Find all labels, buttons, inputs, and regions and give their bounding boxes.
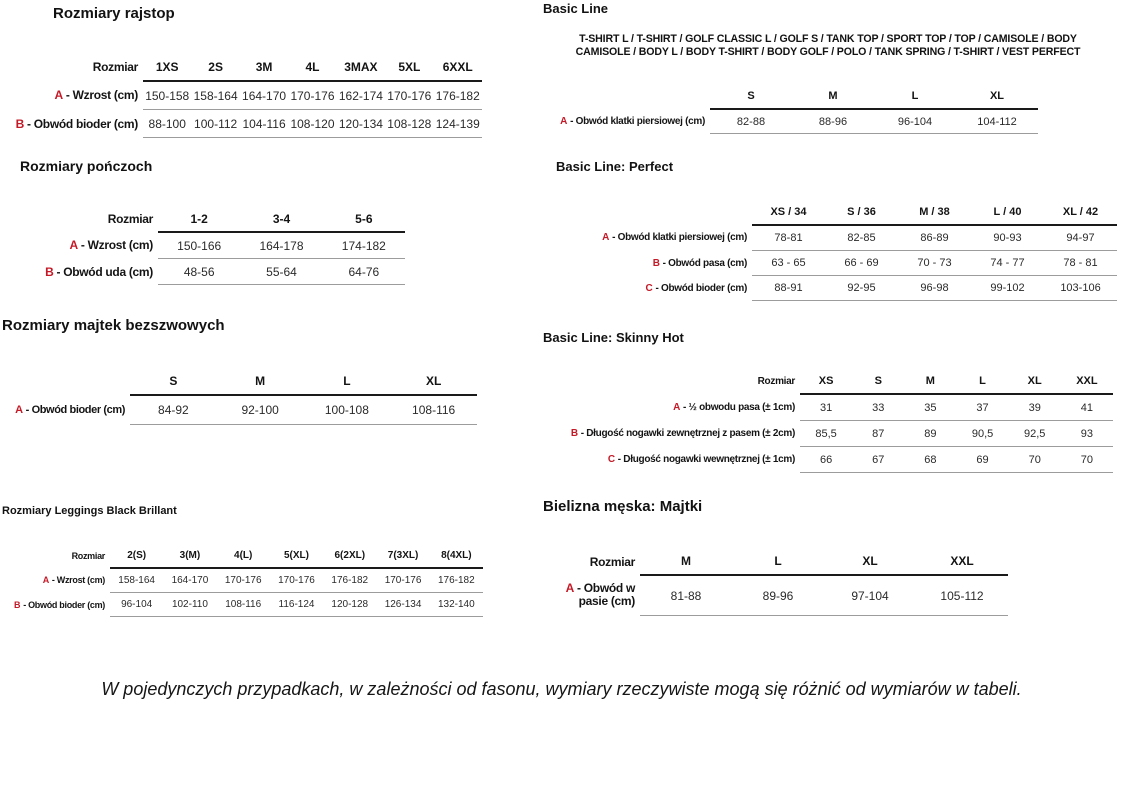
size-column-header: L (956, 369, 1008, 394)
size-column-header: L / 40 (971, 200, 1044, 225)
measure-letter: C (645, 282, 653, 294)
measure-label: - Obwód klatki piersiowej (cm) (612, 232, 747, 244)
row-label (30, 232, 158, 259)
header-row (554, 548, 1008, 575)
size-value: 88-96 (792, 109, 874, 134)
size-value: 164-170 (163, 568, 216, 593)
size-value: 37 (956, 394, 1008, 421)
measure-label: - Obwód pasa (cm) (662, 257, 747, 269)
row-label (577, 276, 752, 301)
measure-label: - Długość nogawki wewnętrznej (± 1cm) (617, 454, 795, 465)
size-column-header: 3(M) (163, 544, 216, 568)
row-label (6, 593, 110, 617)
size-column-header: 1-2 (158, 206, 240, 232)
size-column-header: 7(3XL) (376, 544, 429, 568)
section-title-leggings: Rozmiary Leggings Black Brillant (2, 505, 177, 517)
size-column-header: 8(4XL) (430, 544, 483, 568)
size-value: 176-182 (430, 568, 483, 593)
size-value: 68 (904, 447, 956, 473)
skinny-hot-size-table (545, 369, 1113, 473)
size-value: 94-97 (1044, 225, 1117, 251)
header-row (6, 544, 483, 568)
size-column-header: S (130, 368, 217, 395)
size-value: 103-106 (1044, 276, 1117, 301)
size-value: 108-120 (288, 110, 336, 138)
section-title-majtki-bezszwowe: Rozmiary majtek bezszwowych (2, 317, 225, 334)
table-row (577, 276, 1117, 301)
row-label (577, 251, 752, 276)
table-row (554, 575, 1008, 616)
size-value: 48-56 (158, 259, 240, 285)
size-value: 35 (904, 394, 956, 421)
majtki-bezszwowe-size-table (5, 368, 477, 425)
size-value: 170-176 (376, 568, 429, 593)
size-value: 104-112 (956, 109, 1038, 134)
size-value: 55-64 (240, 259, 322, 285)
basic-line-products-line1: T-SHIRT L / T-SHIRT / GOLF CLASSIC L / GOLF S / TANK TOP / SPORT TOP / TOP / CAMISOLE / BODY (579, 33, 1077, 45)
measure-letter: B (45, 264, 54, 279)
size-column-header: 6XXL (434, 53, 482, 81)
table-row (545, 394, 1113, 421)
size-label-header: Rozmiar (589, 554, 635, 569)
size-value: 124-139 (434, 110, 482, 138)
measure-label: - Wzrost (cm) (51, 575, 105, 586)
size-value: 70 (1009, 447, 1061, 473)
size-column-header: M (904, 369, 956, 394)
measure-label: - Obwód klatki piersiowej (cm) (570, 115, 705, 127)
size-value: 92,5 (1009, 421, 1061, 447)
size-value: 108-116 (390, 395, 477, 425)
size-value: 158-164 (191, 81, 239, 110)
size-column-header: L (732, 548, 824, 575)
measure-letter: A (42, 575, 49, 586)
size-value: 92-100 (217, 395, 304, 425)
table-row (6, 593, 483, 617)
size-label-header (5, 368, 130, 395)
size-label-header (540, 84, 710, 109)
row-label (540, 109, 710, 134)
measure-label: - Obwód bioder (cm) (655, 282, 747, 294)
row-label (545, 394, 800, 421)
size-value: 96-104 (110, 593, 163, 617)
size-value: 105-112 (916, 575, 1008, 616)
measure-label: - Wzrost (cm) (80, 238, 153, 253)
size-value: 132-140 (430, 593, 483, 617)
header-row (577, 200, 1117, 225)
header-row (3, 53, 482, 81)
size-value: 170-176 (270, 568, 323, 593)
measure-letter: A (602, 232, 610, 244)
size-column-header: S / 36 (825, 200, 898, 225)
size-column-header: 3-4 (240, 206, 322, 232)
ponczochy-size-table (30, 206, 405, 285)
table-row (30, 259, 405, 285)
size-column-header: XL (956, 84, 1038, 109)
size-value: 88-100 (143, 110, 191, 138)
size-value: 85,5 (800, 421, 852, 447)
section-title-perfect: Basic Line: Perfect (556, 159, 674, 174)
size-column-header: L (874, 84, 956, 109)
size-value: 67 (852, 447, 904, 473)
size-value: 78 - 81 (1044, 251, 1117, 276)
size-value: 120-134 (337, 110, 385, 138)
row-label (545, 447, 800, 473)
size-column-header: 2S (191, 53, 239, 81)
size-value: 104-116 (240, 110, 288, 138)
size-value: 162-174 (337, 81, 385, 110)
size-value: 120-128 (323, 593, 376, 617)
size-value: 70 - 73 (898, 251, 971, 276)
size-value: 64-76 (323, 259, 405, 285)
size-column-header: M (640, 548, 732, 575)
size-column-header: XL (1009, 369, 1061, 394)
size-column-header: XS / 34 (752, 200, 825, 225)
size-column-header: XL (390, 368, 477, 395)
size-value: 90,5 (956, 421, 1008, 447)
measure-label: - Obwód uda (cm) (56, 264, 153, 279)
size-value: 126-134 (376, 593, 429, 617)
size-value: 82-88 (710, 109, 792, 134)
size-value: 97-104 (824, 575, 916, 616)
leggings-size-table (6, 544, 483, 617)
size-value: 150-158 (143, 81, 191, 110)
measure-letter: A (560, 115, 568, 127)
size-value: 99-102 (971, 276, 1044, 301)
size-value: 96-98 (898, 276, 971, 301)
footer-note: W pojedynczych przypadkach, w zależności od fasonu, wymiary rzeczywiste mogą się różnić od wymiarów w tabeli. (101, 679, 1022, 699)
row-label (577, 225, 752, 251)
table-row (6, 568, 483, 593)
table-row (577, 225, 1117, 251)
size-value: 39 (1009, 394, 1061, 421)
measure-label: - Obwód w pasie (cm) (577, 581, 635, 609)
table-row (577, 251, 1117, 276)
size-column-header: 5(XL) (270, 544, 323, 568)
size-column-header: M (217, 368, 304, 395)
size-value: 170-176 (288, 81, 336, 110)
section-title-skinny-hot: Basic Line: Skinny Hot (543, 330, 684, 345)
size-column-header: M (792, 84, 874, 109)
size-label-header (577, 200, 752, 225)
table-row (545, 421, 1113, 447)
row-label (554, 575, 640, 616)
size-value: 78-81 (752, 225, 825, 251)
table-row (545, 447, 1113, 473)
section-title-basic-line: Basic Line (543, 1, 609, 16)
measure-letter: C (607, 454, 615, 465)
size-column-header: 3M (240, 53, 288, 81)
size-value: 164-178 (240, 232, 322, 259)
size-value: 170-176 (217, 568, 270, 593)
size-value: 100-112 (191, 110, 239, 138)
size-column-header: M / 38 (898, 200, 971, 225)
measure-label: - ½ obwodu pasa (± 1cm) (683, 401, 795, 413)
header-row (5, 368, 477, 395)
size-value: 66 (800, 447, 852, 473)
size-column-header: L (304, 368, 391, 395)
size-value: 93 (1061, 421, 1113, 447)
section-title-bielizna-meska: Bielizna męska: Majtki (543, 498, 703, 515)
header-row (30, 206, 405, 232)
size-value: 176-182 (323, 568, 376, 593)
size-column-header: 4(L) (217, 544, 270, 568)
size-value: 31 (800, 394, 852, 421)
section-title-rajstop: Rozmiary rajstop (53, 5, 175, 22)
size-value: 158-164 (110, 568, 163, 593)
table-row (3, 81, 482, 110)
size-value: 88-91 (752, 276, 825, 301)
section-title-ponczochy: Rozmiary pończoch (20, 158, 153, 174)
size-column-header: 5XL (385, 53, 433, 81)
size-value: 74 - 77 (971, 251, 1044, 276)
basic-line-products-list (543, 33, 1113, 59)
measure-label: - Obwód bioder (cm) (23, 599, 105, 610)
size-value: 170-176 (385, 81, 433, 110)
size-column-header: 3MAX (337, 53, 385, 81)
row-label (5, 395, 130, 425)
basic-line-products-line2: CAMISOLE / BODY L / BODY T-SHIRT / BODY GOLF / POLO / TANK SPRING / T-SHIRT / VEST PERFECT (575, 46, 1081, 58)
size-label-header: Rozmiar (92, 60, 138, 74)
size-value: 81-88 (640, 575, 732, 616)
size-label-header: Rozmiar (71, 551, 105, 561)
size-column-header: 4L (288, 53, 336, 81)
basic-line-size-table (540, 84, 1038, 134)
size-value: 69 (956, 447, 1008, 473)
size-value: 66 - 69 (825, 251, 898, 276)
table-row (3, 110, 482, 138)
size-value: 63 - 65 (752, 251, 825, 276)
size-column-header: XS (800, 369, 852, 394)
size-value: 41 (1061, 394, 1113, 421)
measure-label: - Długość nogawki zewnętrznej z pasem (± 2cm) (580, 428, 795, 439)
measure-letter: B (570, 428, 578, 439)
row-label (545, 421, 800, 447)
size-column-header: XXL (1061, 369, 1113, 394)
size-column-header: 5-6 (323, 206, 405, 232)
table-row (30, 232, 405, 259)
measure-letter: B (15, 116, 25, 131)
rajstop-size-table (3, 53, 482, 138)
header-row (540, 84, 1038, 109)
size-label-header: Rozmiar (107, 212, 153, 226)
size-value: 108-128 (385, 110, 433, 138)
size-value: 90-93 (971, 225, 1044, 251)
size-value: 102-110 (163, 593, 216, 617)
size-column-header: XXL (916, 548, 1008, 575)
size-value: 108-116 (217, 593, 270, 617)
measure-label: - Obwód bioder (cm) (25, 403, 125, 416)
size-value: 100-108 (304, 395, 391, 425)
size-label-header: Rozmiar (757, 376, 795, 387)
size-value: 116-124 (270, 593, 323, 617)
table-row (540, 109, 1038, 134)
measure-letter: A (673, 401, 681, 413)
size-value: 84-92 (130, 395, 217, 425)
header-row (545, 369, 1113, 394)
size-value: 174-182 (323, 232, 405, 259)
size-value: 87 (852, 421, 904, 447)
size-value: 176-182 (434, 81, 482, 110)
size-value: 92-95 (825, 276, 898, 301)
measure-letter: A (565, 581, 575, 596)
size-value: 70 (1061, 447, 1113, 473)
size-value: 89-96 (732, 575, 824, 616)
measure-label: - Wzrost (cm) (65, 88, 138, 103)
size-column-header: S (852, 369, 904, 394)
size-column-header: S (710, 84, 792, 109)
measure-label: - Obwód bioder (cm) (27, 116, 138, 131)
size-value: 33 (852, 394, 904, 421)
size-value: 96-104 (874, 109, 956, 134)
row-label (3, 81, 143, 110)
measure-letter: A (69, 238, 78, 253)
row-label (6, 568, 110, 593)
size-value: 82-85 (825, 225, 898, 251)
measure-letter: A (15, 403, 23, 416)
size-column-header: 2(S) (110, 544, 163, 568)
perfect-size-table (577, 200, 1117, 301)
table-row (5, 395, 477, 425)
size-value: 164-170 (240, 81, 288, 110)
row-label (3, 110, 143, 138)
size-column-header: 6(2XL) (323, 544, 376, 568)
measure-letter: A (54, 88, 63, 103)
size-value: 150-166 (158, 232, 240, 259)
row-label (30, 259, 158, 285)
size-value: 89 (904, 421, 956, 447)
size-column-header: XL (824, 548, 916, 575)
size-column-header: XL / 42 (1044, 200, 1117, 225)
bielizna-meska-size-table (554, 548, 1008, 616)
measure-letter: B (652, 257, 660, 269)
size-column-header: 1XS (143, 53, 191, 81)
size-value: 86-89 (898, 225, 971, 251)
measure-letter: B (14, 599, 21, 610)
